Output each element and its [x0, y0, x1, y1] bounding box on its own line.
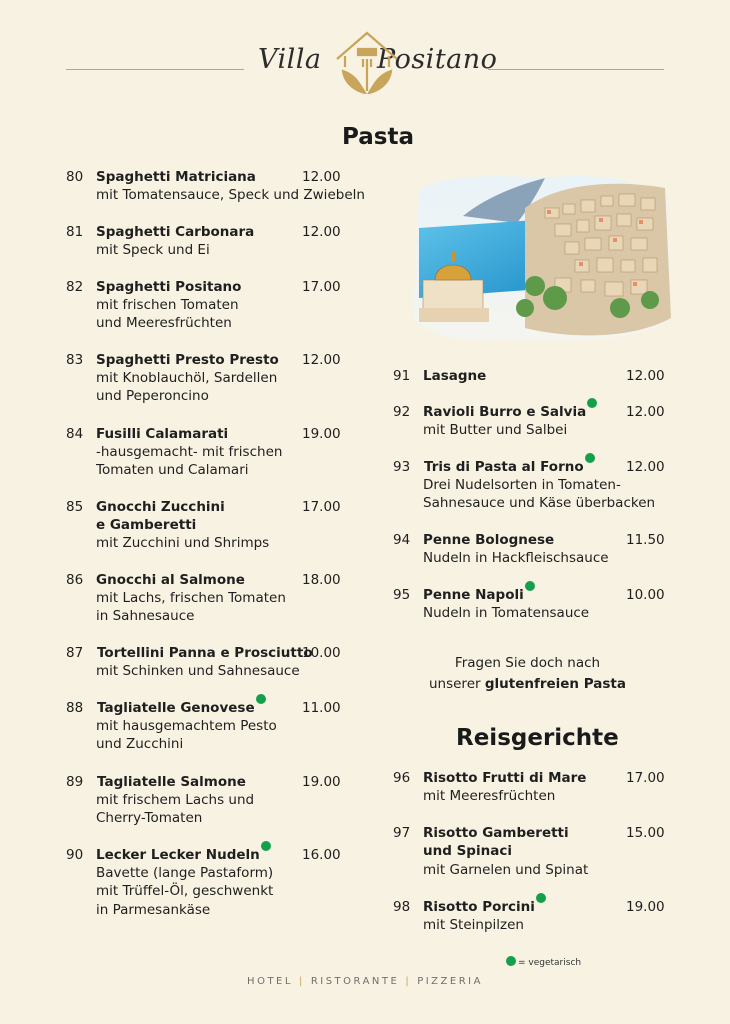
item-price: 10.00 [626, 587, 665, 603]
item-description: mit Steinpilzen [423, 917, 524, 933]
item-name-text: Penne Napoli [423, 587, 524, 603]
vegetarian-dot-icon [587, 398, 597, 408]
menu-item [393, 824, 668, 882]
item-name: Gnocchi Zucchini e Gamberetti [96, 499, 225, 534]
item-name [423, 403, 597, 421]
header-rule-left [66, 69, 244, 70]
item-price: 12.00 [302, 224, 341, 240]
item-name: Spaghetti Matriciana [96, 169, 256, 185]
item-name: Spaghetti Presto Presto [96, 352, 279, 368]
header-rule-right [488, 69, 664, 70]
item-name: Penne Bolognese [423, 532, 555, 548]
item-name-text: Tris di Pasta al Forno [424, 459, 584, 475]
item-price: 15.00 [626, 825, 665, 841]
item-number: 95 [393, 587, 411, 603]
vegetarian-legend [505, 955, 581, 968]
item-name: Tagliatelle Salmone [97, 774, 246, 790]
menu-item [66, 644, 366, 684]
item-price: 10.00 [302, 645, 341, 661]
item-price: 18.00 [302, 572, 341, 588]
item-price: 11.50 [626, 532, 665, 548]
item-name [423, 586, 535, 604]
item-price: 19.00 [302, 774, 341, 790]
menu-item [66, 223, 366, 263]
item-description: mit frischem Lachs und Cherry-Tomaten [96, 792, 255, 827]
item-number: 80 [66, 169, 84, 185]
item-name: Risotto Gamberetti und Spinaci [423, 825, 569, 860]
item-name-text: Lecker Lecker Nudeln [96, 847, 260, 863]
positano-illustration [405, 168, 675, 346]
item-description: mit frischen Tomaten und Meeresfrüchten [96, 297, 239, 332]
item-number: 98 [393, 899, 411, 915]
footer-tagline: HOTEL | RISTORANTE | PIZZERIA [247, 976, 483, 987]
item-name-text: Ravioli Burro e Salvia [423, 404, 587, 420]
item-name [423, 898, 546, 916]
item-description: -hausgemacht- mit frischen Tomaten und Calamari [96, 444, 283, 479]
item-price: 11.00 [302, 700, 341, 716]
item-name: Tortellini Panna e Prosciutto [97, 645, 313, 661]
item-number: 97 [393, 825, 411, 841]
gluten-note-line1: Fragen Sie doch nach [454, 655, 601, 671]
item-price: 12.00 [626, 368, 665, 384]
item-description: mit Meeresfrüchten [423, 788, 556, 804]
menu-item [66, 571, 366, 629]
item-number: 94 [393, 532, 411, 548]
item-price: 12.00 [626, 459, 665, 475]
menu-item [66, 773, 366, 831]
item-description: mit Lachs, frischen Tomaten in Sahnesauce [96, 590, 286, 625]
menu-item [393, 403, 668, 443]
menu-item [66, 498, 366, 556]
item-description: mit Garnelen und Spinat [423, 862, 589, 878]
menu-item [393, 531, 668, 571]
item-number: 91 [393, 368, 411, 384]
vegetarian-dot-icon [506, 956, 516, 966]
gluten-note-line2 [390, 674, 665, 695]
item-description: mit Tomatensauce, Speck und Zwiebeln [96, 187, 365, 203]
item-description: mit Zucchini und Shrimps [96, 535, 270, 551]
item-price: 19.00 [626, 899, 665, 915]
item-number: 87 [66, 645, 84, 661]
menu-item [393, 458, 668, 516]
footer-hotel: HOTEL [247, 976, 293, 987]
item-name: Fusilli Calamarati [96, 426, 229, 442]
item-description: mit Schinken und Sahnesauce [96, 663, 300, 679]
vegetarian-dot-icon [536, 893, 546, 903]
menu-item [66, 351, 366, 409]
item-price: 17.00 [302, 499, 341, 515]
item-name [96, 846, 271, 864]
menu-item [66, 425, 366, 483]
item-number: 83 [66, 352, 84, 368]
item-price: 17.00 [302, 279, 341, 295]
item-number: 84 [66, 426, 84, 442]
pasta-title: Pasta [342, 124, 414, 150]
footer-pizzeria: PIZZERIA [417, 976, 483, 987]
item-name-text: Risotto Porcini [423, 899, 535, 915]
item-description: Nudeln in Tomatensauce [423, 605, 590, 621]
menu-item [393, 586, 668, 626]
item-description: mit Speck und Ei [96, 242, 210, 258]
vegetarian-dot-icon [256, 694, 266, 704]
item-description: mit hausgemachtem Pesto und Zucchini [96, 718, 277, 753]
item-number: 85 [66, 499, 84, 515]
item-name: Lasagne [423, 368, 487, 384]
item-description: Nudeln in Hackfleischsauce [423, 550, 609, 566]
item-price: 17.00 [626, 770, 665, 786]
item-price: 12.00 [302, 169, 341, 185]
menu-item [66, 699, 366, 757]
item-name [424, 458, 595, 476]
item-name: Spaghetti Carbonara [96, 224, 255, 240]
vegetarian-dot-icon [261, 841, 271, 851]
menu-item [393, 367, 668, 387]
item-number: 89 [66, 774, 84, 790]
item-number: 96 [393, 770, 411, 786]
item-number: 92 [393, 404, 411, 420]
gluten-note-emphasis: glutenfreien Pasta [484, 676, 626, 692]
menu-item [393, 898, 668, 938]
gluten-free-note [390, 653, 665, 695]
item-price: 19.00 [302, 426, 341, 442]
item-number: 86 [66, 572, 84, 588]
item-price: 12.00 [626, 404, 665, 420]
item-description: mit Knoblauchöl, Sardellen und Peperoncino [96, 370, 278, 405]
item-name: Gnocchi al Salmone [96, 572, 245, 588]
item-description: Drei Nudelsorten in Tomaten- Sahnesauce und Käse überbacken [423, 477, 656, 512]
item-number: 82 [66, 279, 84, 295]
item-number: 90 [66, 847, 84, 863]
logo-word-villa: Villa [258, 44, 322, 75]
item-name: Spaghetti Positano [96, 279, 242, 295]
gluten-note-prefix: unserer [428, 676, 485, 692]
menu-item [66, 278, 366, 336]
vegetarian-dot-icon [585, 453, 595, 463]
footer-ristorante: RISTORANTE [310, 976, 400, 987]
item-name [97, 699, 266, 717]
item-number: 93 [393, 459, 411, 475]
item-name-text: Tagliatelle Genovese [97, 700, 255, 716]
item-description: Bavette (lange Pastaform) mit Trüffel-Öl, geschwenkt in Parmesankäse [96, 865, 274, 918]
menu-item [66, 846, 366, 922]
menu-item [66, 168, 366, 208]
menu-item [393, 769, 668, 809]
item-number: 88 [66, 700, 84, 716]
item-name: Risotto Frutti di Mare [423, 770, 587, 786]
item-description: mit Butter und Salbei [423, 422, 568, 438]
vegetarian-dot-icon [525, 581, 535, 591]
item-price: 12.00 [302, 352, 341, 368]
villa-logo-emblem [255, 28, 480, 94]
item-price: 16.00 [302, 847, 341, 863]
logo-word-positano: Positano [377, 44, 498, 75]
legend-text: = vegetarisch [518, 958, 582, 968]
rice-title: Reisgerichte [456, 725, 619, 751]
item-number: 81 [66, 224, 84, 240]
